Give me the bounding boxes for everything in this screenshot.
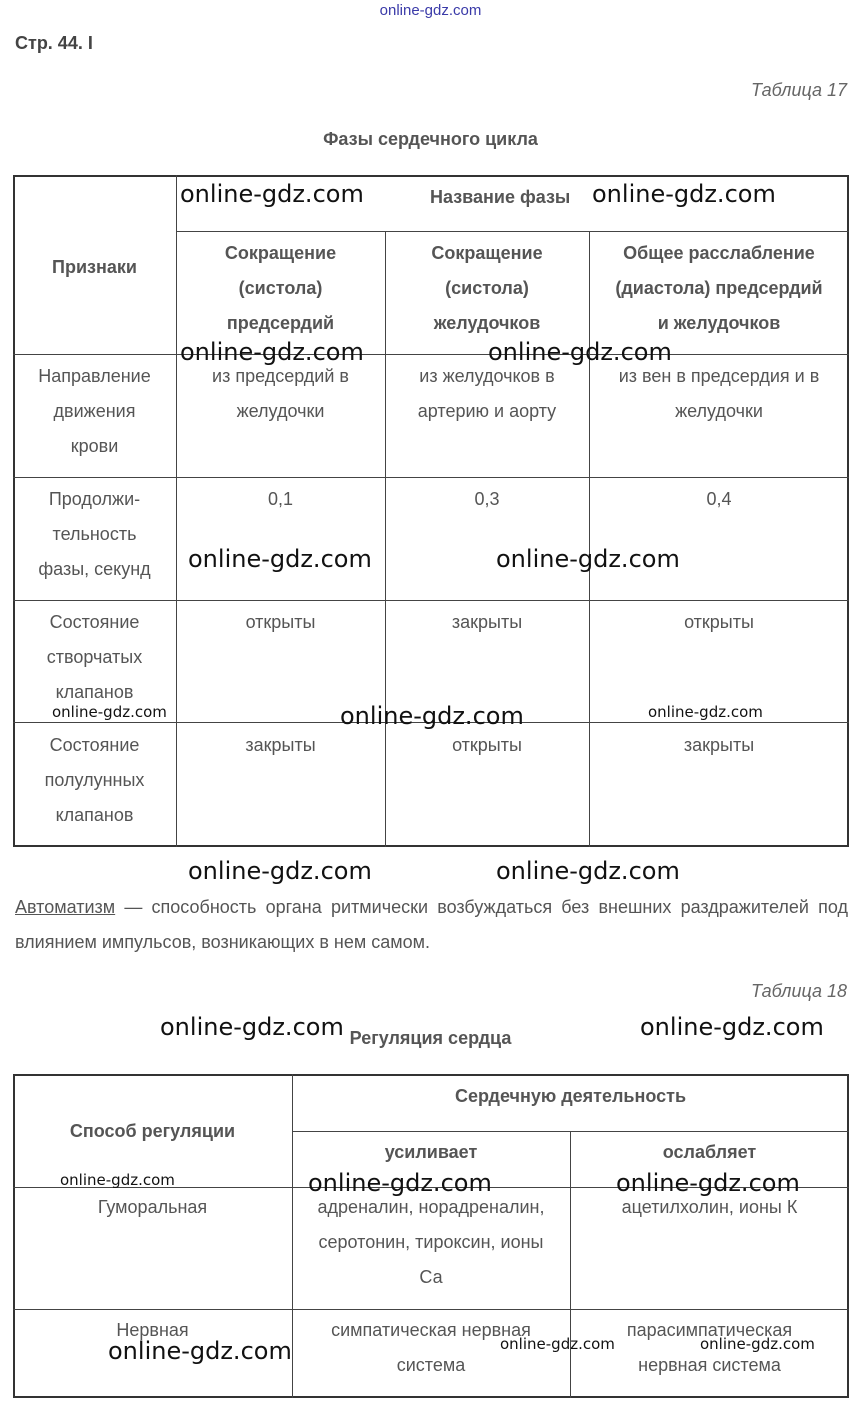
header-activity: Сердечную деятельность [454, 1086, 687, 1106]
watermark: online-gdz.com [180, 180, 364, 208]
watermark: online-gdz.com [592, 180, 776, 208]
watermark: online-gdz.com [108, 1337, 292, 1365]
watermark: online-gdz.com [640, 1013, 824, 1041]
table-cell: из вен в предсердия и в желудочки [618, 366, 820, 421]
table-divider [13, 600, 849, 601]
watermark: online-gdz.com [496, 857, 680, 885]
table-cell: закрыты [245, 735, 316, 755]
table-cell: закрыты [451, 612, 523, 632]
table-18-title: Регуляция сердца [349, 1028, 512, 1048]
phase-header-2: Сокращение (систола) желудочков [431, 243, 543, 333]
method-nervous: Нервная [116, 1320, 189, 1340]
watermark: online-gdz.com [160, 1013, 344, 1041]
table-cell: парасимпатическая нервная система [626, 1320, 793, 1375]
table-18-number: Таблица 18 [750, 981, 847, 1001]
table-divider [13, 1309, 849, 1310]
table-cell: 0,4 [706, 489, 732, 509]
table-divider [13, 477, 849, 478]
table-cell: адреналин, норадреналин, серотонин, тироксин, ионы Са [317, 1197, 545, 1287]
definition-text: — способность органа ритмически возбуждаться без внешних раздражителей под влиянием импульсов, возникающих в нем самом. [15, 897, 848, 952]
watermark: online-gdz.com [340, 702, 524, 730]
header-phase-name: Название фазы [430, 187, 571, 207]
table-cell: ацетилхолин, ионы К [621, 1197, 798, 1217]
table-cell: из предсердий в желудочки [212, 366, 349, 421]
watermark: online-gdz.com [700, 1335, 815, 1353]
row-label-av-valves: Состояние створчатых клапанов [46, 612, 143, 702]
header-method: Способ регуляции [69, 1121, 236, 1141]
watermark: online-gdz.com [496, 545, 680, 573]
row-label-semilunar-valves: Состояние полулунных клапанов [44, 735, 145, 825]
table-divider [13, 354, 849, 355]
watermark: online-gdz.com [60, 1171, 175, 1189]
top-watermark: online-gdz.com [379, 2, 482, 19]
watermark: online-gdz.com [52, 703, 167, 721]
phase-header-3: Общее расслабление (диастола) предсердий и желудочков [615, 243, 823, 333]
table-cell: 0,3 [474, 489, 500, 509]
table-cell: открыты [684, 612, 754, 632]
table-cell: из желудочков в артерию и аорту [417, 366, 557, 421]
table-cell: закрыты [683, 735, 755, 755]
watermark: online-gdz.com [648, 703, 763, 721]
definition-paragraph [15, 890, 848, 960]
header-signs: Признаки [52, 257, 137, 277]
watermark: online-gdz.com [616, 1169, 800, 1197]
table-cell: открыты [452, 735, 522, 755]
table-divider [176, 231, 849, 232]
table-cell: 0,1 [267, 489, 294, 509]
page-title: Стр. 44. I [15, 33, 93, 53]
table-cell: симпатическая нервная система [331, 1320, 531, 1375]
watermark: online-gdz.com [188, 545, 372, 573]
table-17-title: Фазы сердечного цикла [323, 129, 538, 149]
watermark: online-gdz.com [180, 338, 364, 366]
watermark: online-gdz.com [488, 338, 672, 366]
table-17-number: Таблица 17 [750, 80, 847, 100]
definition-term: Автоматизм [15, 897, 116, 917]
watermark: online-gdz.com [500, 1335, 615, 1353]
phase-header-1: Сокращение (систола) предсердий [224, 243, 337, 333]
watermark: online-gdz.com [188, 857, 372, 885]
header-increases: усиливает [384, 1142, 478, 1162]
watermark: online-gdz.com [308, 1169, 492, 1197]
header-decreases: ослабляет [662, 1142, 757, 1162]
row-label-blood-flow: Направление движения крови [38, 366, 151, 456]
table-cell: открыты [245, 612, 316, 632]
method-humoral: Гуморальная [97, 1197, 208, 1217]
row-label-duration: Продолжи- тельность фазы, секунд [38, 489, 151, 579]
